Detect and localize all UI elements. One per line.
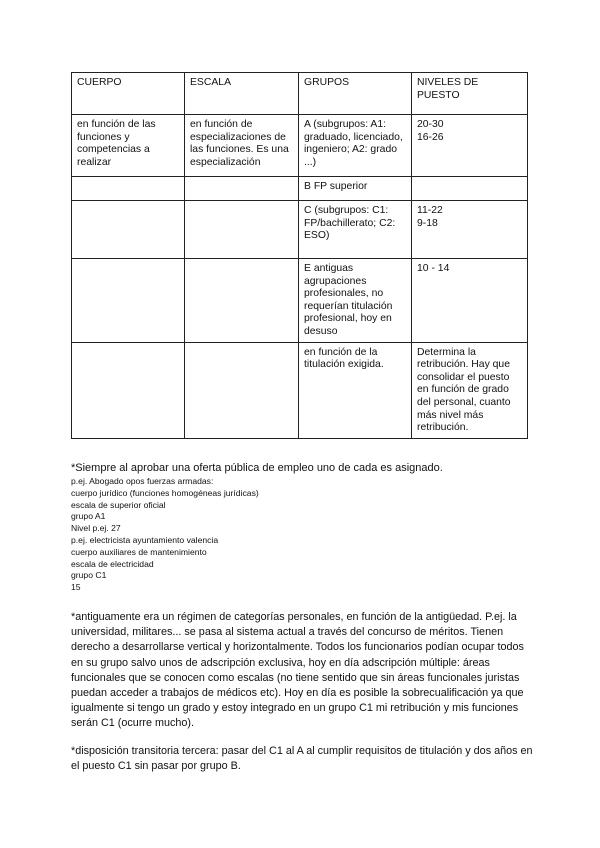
example-line: p.ej. electricista ayuntamiento valencia (71, 534, 219, 545)
table-row (72, 177, 528, 201)
table-cell: A (subgrupos: A1: graduado, licenciado, ingeniero; A2: grado ...) (299, 115, 412, 177)
example-line: p.ej. Abogado opos fuerzas armadas: (71, 476, 214, 486)
table-cell: en función de la titulación exigida. (299, 342, 412, 438)
table-cell: E antiguas agrupaciones profesionales, no requerían titulación profesional, hoy en desuso (299, 259, 412, 343)
table-cell: en función de especializaciones de las funciones. Es una especialización (185, 115, 299, 177)
table-row (72, 115, 528, 177)
classification-table (71, 72, 528, 439)
table-cell: Determina la retribución. Hay que consolidar el puesto en función de grado del personal, cuanto más nivel más retribución. (412, 342, 528, 438)
example-line: escala de electricidad (71, 558, 154, 569)
example-line: escala de superior oficial (71, 499, 166, 510)
paragraph-history: *antiguamente era un régimen de categorías personales, en función de la antigüedad. P.ej. la universidad, militares... se pasa al sistema actual a través del concurso de méritos. Tienen derecho a desarrollarse vertical y horizontalmente. Todos los funcionarios podían ocupar todos en su grupo salvo unos de adscripción exclusiva, hoy en día adscripción múltiple: áreas funcionales que se conocen como escalas (no tiene sentido que sin áreas funcionales juristas puedan acceder a trabajos de médicos etc). Hoy en día es posible la sobrecualificación ya que igualmente si tengo un grado y estoy integrado en un grupo C1 mi retribución y mis funciones serán C1 (ocurre mucho). (71, 611, 524, 730)
table-cell: 20-30 16-26 (412, 115, 528, 177)
example-line: cuerpo jurídico (funciones homogéneas jurídicas) (71, 487, 259, 498)
table-cell (412, 177, 528, 201)
table-cell: 10 - 14 (412, 259, 528, 343)
table-cell (185, 259, 299, 343)
table-header-row (72, 73, 528, 115)
table-cell: C (subgrupos: C1: FP/bachillerato; C2: ESO) (299, 201, 412, 259)
table-cell (185, 201, 299, 259)
footnote-main: *Siempre al aprobar una oferta pública de empleo uno de cada es asignado. (71, 462, 443, 474)
example-line: grupo A1 (71, 511, 106, 522)
table-cell: 11-22 9-18 (412, 201, 528, 259)
table-cell: en función de las funciones y competencias a realizar (72, 115, 185, 177)
table-row (72, 259, 528, 343)
table-cell (185, 177, 299, 201)
table-cell (72, 342, 185, 438)
table-row (72, 201, 528, 259)
example-line: Nivel p.ej. 27 (71, 523, 121, 534)
table-cell (185, 342, 299, 438)
paragraph-transitional: *disposición transitoria tercera: pasar del C1 al A al cumplir requisitos de titulación y dos años en el puesto C1 sin pasar por grupo B. (71, 745, 533, 773)
header-cuerpo: CUERPO (72, 73, 185, 115)
example-line: cuerpo auxiliares de mantenimiento (71, 546, 207, 557)
header-grupos: GRUPOS (299, 73, 412, 115)
header-escala: ESCALA (185, 73, 299, 115)
table-cell (72, 177, 185, 201)
table-cell (72, 259, 185, 343)
table-cell (72, 201, 185, 259)
footnote-block (71, 462, 541, 594)
header-niveles: NIVELES DE PUESTO (412, 73, 528, 115)
table-row (72, 342, 528, 438)
example-line: 15 (71, 582, 81, 593)
example-line: grupo C1 (71, 570, 107, 581)
table-cell: B FP superior (299, 177, 412, 201)
